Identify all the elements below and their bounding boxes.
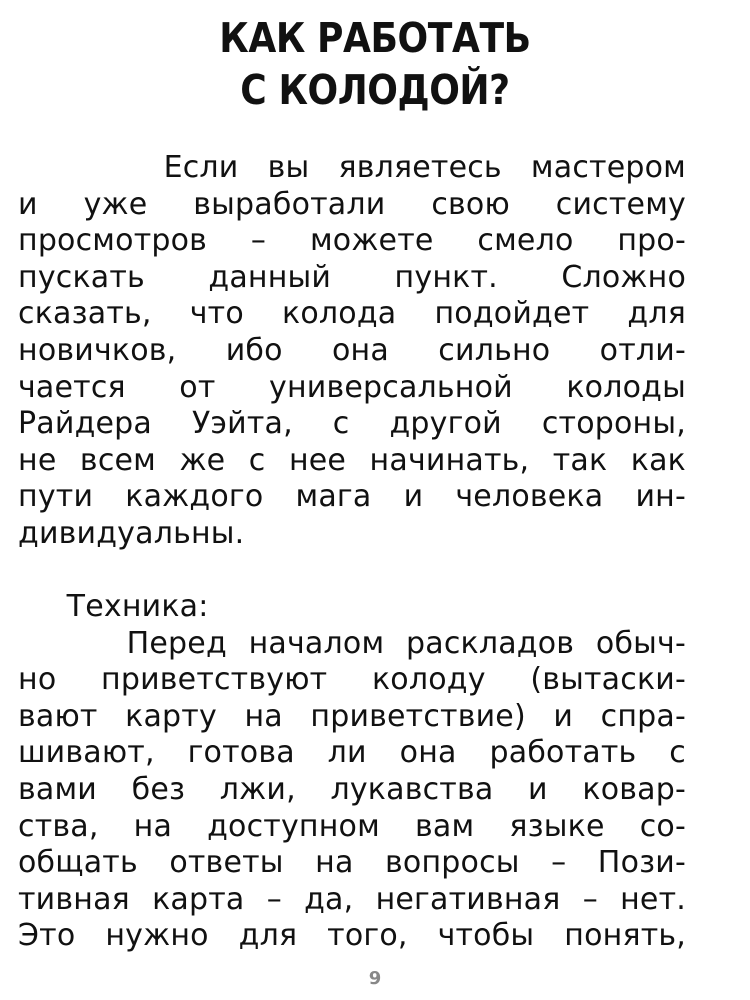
text-line: сказать, что колода подойдет для: [18, 296, 686, 332]
title-line-1: КАК РАБОТАТЬ: [219, 14, 531, 62]
text-line: дивидуальны.: [18, 515, 245, 551]
title-line-2: С КОЛОДОЙ?: [240, 66, 510, 114]
text-line: просмотров – можете смело про-: [18, 223, 686, 259]
text-line: Райдера Уэйта, с другой стороны,: [18, 406, 686, 442]
text-line: и уже выработали свою систему: [18, 186, 686, 222]
text-line: вают карту на приветствие) и спра-: [18, 698, 686, 734]
text-line: новичков, ибо она сильно отли-: [18, 332, 686, 368]
text-line: ства, на доступном вам языке со-: [18, 808, 686, 844]
text-line: Это нужно для того, чтобы понять,: [18, 918, 686, 954]
paragraph-technique: [18, 589, 686, 955]
text-line: чается от универсальной колоды: [18, 369, 686, 405]
paragraph-intro: [18, 150, 686, 553]
text-line: Если вы являетесь мастером: [18, 150, 686, 185]
page-title: [45, 12, 705, 116]
text-line: вами без лжи, лукавства и ковар-: [18, 771, 686, 807]
text-line: шивают, готова ли она работать с: [18, 735, 686, 771]
text-line: пускать данный пункт. Сложно: [18, 259, 686, 295]
section-heading: Техника:: [18, 589, 209, 624]
text-line: тивная карта – да, негативная – нет.: [18, 881, 686, 917]
text-line: но приветствуют колоду (вытаски-: [18, 662, 686, 698]
page-number: 9: [368, 968, 382, 989]
text-line: Перед началом раскладов обыч-: [18, 625, 686, 661]
text-line: общать ответы на вопросы – Пози-: [18, 845, 686, 881]
text-line: не всем же с нее начинать, так как: [18, 442, 686, 478]
text-line: пути каждого мага и человека ин-: [18, 479, 686, 515]
